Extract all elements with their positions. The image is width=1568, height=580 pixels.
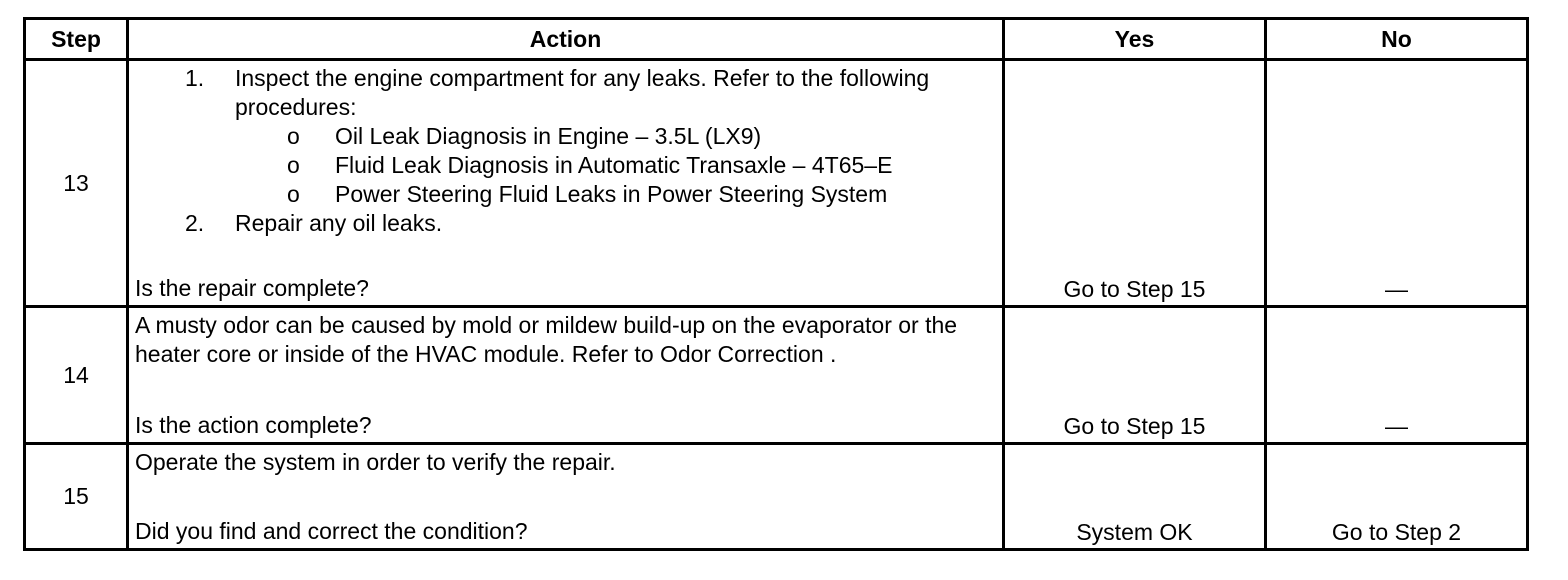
header-step: Step — [25, 19, 128, 60]
no-cell — [1266, 444, 1528, 550]
step-number: 15 — [25, 444, 128, 550]
step-number: 14 — [25, 307, 128, 444]
bullet-icon: o — [287, 181, 300, 207]
item-text: Inspect the engine compartment for any leaks. Refer to the following procedures: — [235, 65, 930, 120]
sub-list-item — [235, 151, 996, 180]
yes-cell — [1004, 444, 1266, 550]
header-no: No — [1266, 19, 1528, 60]
bullet-icon: o — [287, 152, 300, 178]
table-row — [25, 60, 1528, 307]
header-row — [25, 19, 1528, 60]
table-row — [25, 444, 1528, 550]
table-row — [25, 307, 1528, 444]
no-answer: — — [1385, 413, 1408, 439]
header-yes: Yes — [1004, 19, 1266, 60]
procedure-link[interactable]: Power Steering Fluid Leaks in Power Steering System — [335, 181, 888, 207]
action-cell — [128, 307, 1004, 444]
action-text: Operate the system in order to verify the repair. — [135, 449, 616, 475]
yes-cell — [1004, 60, 1266, 307]
no-cell — [1266, 307, 1528, 444]
item-number: 1. — [185, 65, 205, 91]
action-text: A musty odor can be caused by mold or mildew build-up on the evaporator or the heater core or inside of the HVAC module. Refer to Odor Correction . — [135, 312, 958, 367]
sub-procedure-list — [235, 122, 996, 209]
no-answer: Go to Step 2 — [1331, 519, 1462, 545]
item-text: Repair any oil leaks. — [235, 210, 443, 236]
diagnostic-table — [23, 17, 1529, 551]
header-action: Action — [128, 19, 1004, 60]
sub-list-item — [235, 180, 996, 209]
step-number: 13 — [25, 60, 128, 307]
question-text: Is the repair complete? — [135, 275, 369, 301]
bullet-icon: o — [287, 123, 300, 149]
sub-list-item — [235, 122, 996, 151]
procedure-list — [135, 64, 996, 238]
item-number: 2. — [185, 210, 205, 236]
question-text: Did you find and correct the condition? — [135, 518, 528, 544]
no-answer: — — [1385, 276, 1408, 302]
procedure-link[interactable]: Oil Leak Diagnosis in Engine – 3.5L (LX9) — [335, 123, 762, 149]
procedure-link[interactable]: Fluid Leak Diagnosis in Automatic Transaxle – 4T65–E — [335, 152, 893, 178]
question-text: Is the action complete? — [135, 412, 372, 438]
list-item — [135, 209, 996, 238]
no-cell — [1266, 60, 1528, 307]
yes-cell — [1004, 307, 1266, 444]
yes-answer: System OK — [1076, 519, 1193, 545]
action-cell — [128, 444, 1004, 550]
action-cell — [128, 60, 1004, 307]
yes-answer: Go to Step 15 — [1063, 276, 1206, 302]
yes-answer: Go to Step 15 — [1063, 413, 1206, 439]
list-item — [135, 64, 996, 209]
